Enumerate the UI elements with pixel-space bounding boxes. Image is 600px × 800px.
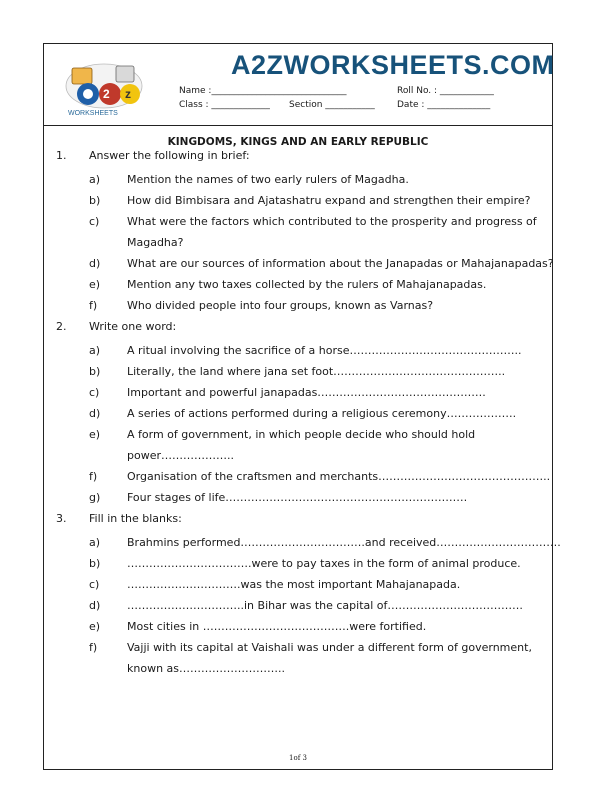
class-field[interactable]: Class : _____________ bbox=[179, 100, 270, 110]
item-text: A form of government, in which people decide who should hold bbox=[127, 428, 476, 441]
item-letter: a) bbox=[89, 173, 101, 186]
page-number: 1of 3 bbox=[289, 754, 307, 762]
item-text: Most cities in ………………………………….were fortified. bbox=[127, 620, 427, 633]
question-prompt: Write one word: bbox=[89, 320, 177, 333]
roll-field[interactable]: Roll No. : ____________ bbox=[397, 86, 494, 96]
item-text: What are our sources of information about the Janapadas or Mahajanapadas? bbox=[127, 257, 554, 270]
item-letter: f) bbox=[89, 641, 98, 654]
item-letter: c) bbox=[89, 215, 100, 228]
name-field[interactable]: Name :______________________________ bbox=[179, 86, 347, 96]
worksheet-header bbox=[44, 44, 555, 126]
svg-text:2: 2 bbox=[103, 87, 110, 101]
item-letter: d) bbox=[89, 407, 101, 420]
question-prompt: Fill in the blanks: bbox=[89, 512, 182, 525]
item-letter: d) bbox=[89, 599, 101, 612]
item-letter: b) bbox=[89, 194, 101, 207]
item-text: …………………………..in Bihar was the capital of………………………………. bbox=[127, 599, 523, 612]
svg-text:z: z bbox=[125, 87, 131, 101]
item-letter: e) bbox=[89, 428, 101, 441]
item-text: …………………………….were to pay taxes in the form of animal produce. bbox=[127, 557, 521, 570]
item-text: How did Bimbisara and Ajatashatru expand and strengthen their empire? bbox=[127, 194, 531, 207]
item-letter: a) bbox=[89, 344, 101, 357]
item-text: Brahmins performed…………………………….and received……………………………. bbox=[127, 536, 561, 549]
item-letter: g) bbox=[89, 491, 101, 504]
item-text: Organisation of the craftsmen and merchants……………………………………….. bbox=[127, 470, 551, 483]
section-field[interactable]: Section ___________ bbox=[289, 100, 375, 110]
item-letter: e) bbox=[89, 278, 101, 291]
item-letter: b) bbox=[89, 365, 101, 378]
item-letter: c) bbox=[89, 386, 100, 399]
item-letter: c) bbox=[89, 578, 100, 591]
item-letter: f) bbox=[89, 470, 98, 483]
item-text: Mention the names of two early rulers of Magadha. bbox=[127, 173, 409, 186]
worksheet-frame bbox=[43, 43, 561, 770]
item-text: ………………………….was the most important Mahajanapada. bbox=[127, 578, 461, 591]
item-text: power……………….. bbox=[127, 449, 234, 462]
a2z-logo-icon bbox=[58, 56, 150, 118]
item-letter: e) bbox=[89, 620, 101, 633]
item-text: Four stages of life………………………………………………………… bbox=[127, 491, 468, 504]
item-text: Important and powerful janapadas………………………………………. bbox=[127, 386, 486, 399]
item-text: Magadha? bbox=[127, 236, 184, 249]
date-field[interactable]: Date : ______________ bbox=[397, 100, 491, 110]
question-number: 3. bbox=[56, 512, 67, 525]
question-number: 1. bbox=[56, 149, 67, 162]
question-number: 2. bbox=[56, 320, 67, 333]
item-letter: a) bbox=[89, 536, 101, 549]
site-title: A2ZWORKSHEETS.COM bbox=[231, 50, 555, 80]
item-text: What were the factors which contributed to the prosperity and progress of bbox=[127, 215, 537, 228]
worksheet-title: KINGDOMS, KINGS AND AN EARLY REPUBLIC bbox=[167, 136, 429, 148]
logo-text: WORKSHEETS bbox=[68, 110, 118, 117]
item-letter: b) bbox=[89, 557, 101, 570]
item-letter: d) bbox=[89, 257, 101, 270]
item-text: Vajji with its capital at Vaishali was under a different form of government, bbox=[127, 641, 532, 654]
item-letter: f) bbox=[89, 299, 98, 312]
item-text: Mention any two taxes collected by the rulers of Mahajanapadas. bbox=[127, 278, 487, 291]
item-text: A ritual involving the sacrifice of a horse……………………………………….. bbox=[127, 344, 522, 357]
item-text: Who divided people into four groups, known as Varnas? bbox=[127, 299, 434, 312]
item-text: known as……………………….. bbox=[127, 662, 286, 675]
item-text: A series of actions performed during a religious ceremony………………. bbox=[127, 407, 517, 420]
item-text: Literally, the land where jana set foot……………………………………….. bbox=[127, 365, 506, 378]
question-prompt: Answer the following in brief: bbox=[89, 149, 250, 162]
